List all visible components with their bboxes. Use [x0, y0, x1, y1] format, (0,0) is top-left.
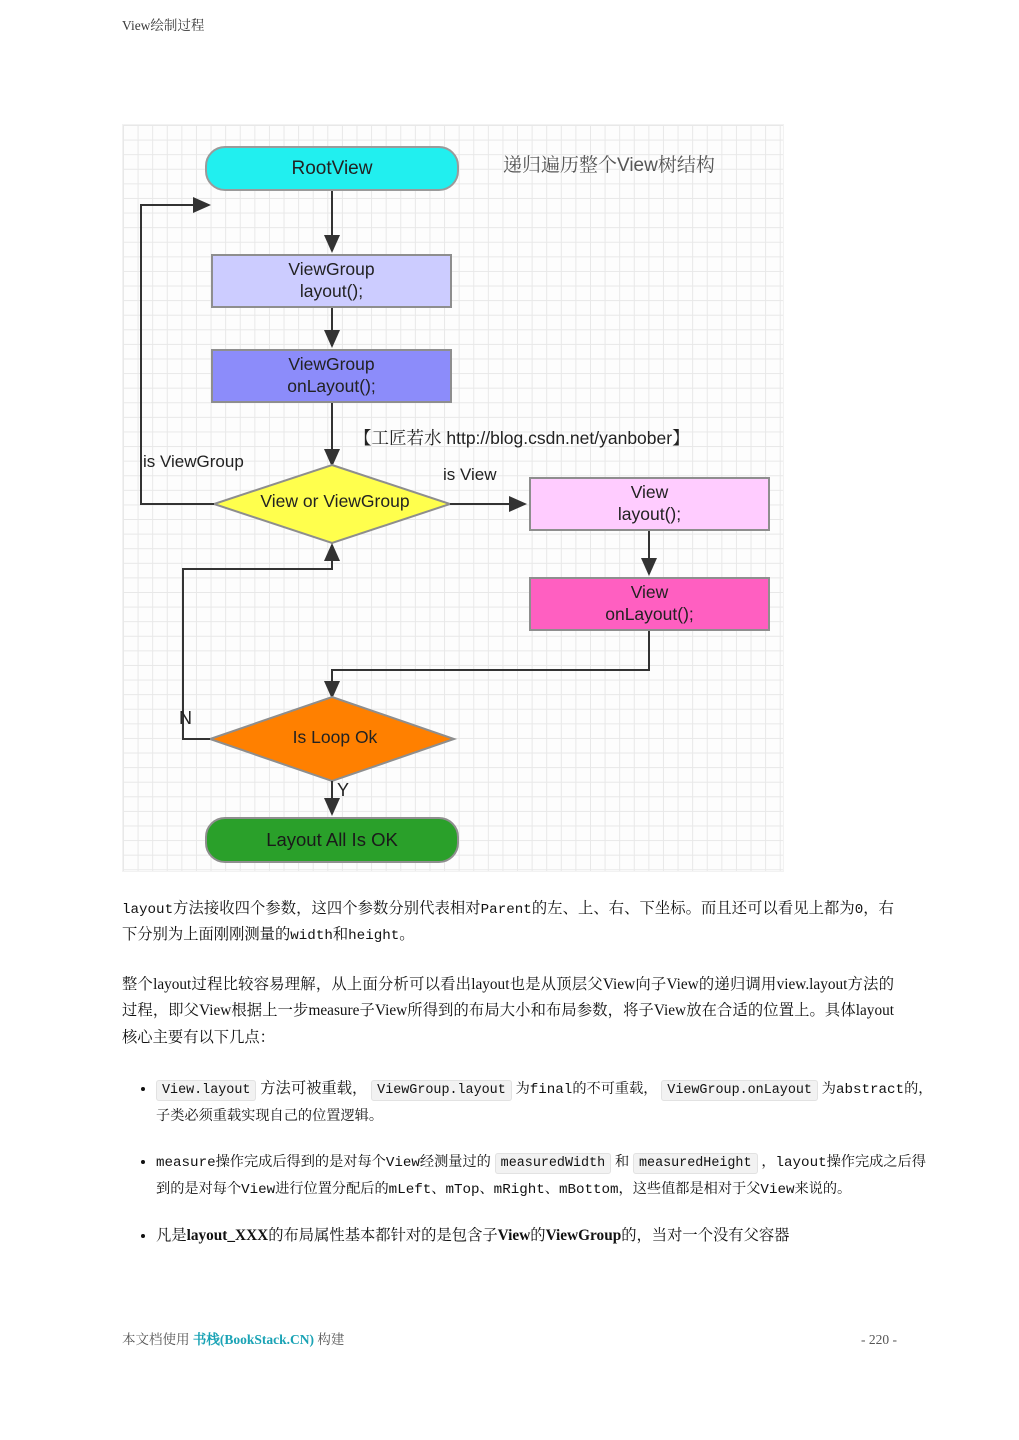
edge-label-yes: Y: [337, 780, 350, 800]
paragraph-2: 整个layout过程比较容易理解，从上面分析可以看出layout也是从顶层父View向子View的递归调用view.layout方法的过程，即父View根据上一步measure子View所得到的布局大小和布局参数，将子View放在合适的位置上。具体layout核心主要有以下几点：: [122, 976, 894, 1046]
node-view-onlayout-line1: View: [630, 582, 669, 603]
bullet-1-text-2: 为final的不可重载，: [515, 1082, 658, 1098]
bullet-3-text-2: 的布局属性基本都针对的是包含子: [268, 1226, 498, 1244]
node-view-layout-line1: View: [630, 482, 669, 503]
paragraph-1-code-zero: 0: [854, 902, 864, 918]
edge-label-no: N: [179, 708, 192, 728]
footer-credit: [122, 1328, 344, 1348]
node-layout-all-is-ok-label: Layout All Is OK: [266, 829, 398, 851]
node-viewgroup-layout-line2: layout();: [299, 281, 364, 301]
node-viewgroup-layout: [211, 254, 452, 308]
paragraph-1-code-parent: Parent: [480, 902, 532, 918]
edge-label-is-viewgroup: is ViewGroup: [143, 452, 244, 471]
bullet-3-text-1: 凡是: [156, 1226, 187, 1244]
bullet-1-text-1: 方法可被重载，: [260, 1080, 368, 1097]
footer-page-number: - 220 -: [861, 1332, 897, 1347]
node-decision-is-loop-ok-label: Is Loop Ok: [292, 727, 378, 747]
bullet-3-bold-viewgroup: ViewGroup: [545, 1226, 622, 1244]
paragraph-1-text-a: 方法接收四个参数，这四个参数分别代表相对: [173, 900, 481, 917]
footer-credit-prefix: 本文档使用: [122, 1332, 193, 1347]
flowchart-figure: [122, 124, 784, 872]
code-viewgroup-onlayout: ViewGroup.onLayout: [661, 1080, 818, 1101]
footer-credit-brand[interactable]: 书栈(BookStack.CN): [192, 1332, 315, 1347]
paragraph-1-code-height: height: [348, 928, 400, 945]
code-measuredheight: measuredHeight: [633, 1153, 758, 1174]
node-viewgroup-layout-line1: ViewGroup: [288, 259, 375, 280]
node-view-layout-line2: layout();: [617, 504, 682, 524]
paragraph-1-code-width: width: [290, 928, 333, 945]
node-viewgroup-onlayout-line2: onLayout();: [287, 376, 376, 396]
code-measuredwidth: measuredWidth: [495, 1153, 611, 1174]
bullet-3-text-4: 的，当对一个没有父容器: [621, 1226, 790, 1244]
node-rootview-label: RootView: [291, 157, 373, 179]
edge-label-is-view: is View: [443, 465, 497, 484]
node-viewgroup-onlayout: [211, 349, 452, 403]
bullet-list: [122, 1076, 938, 1269]
list-item: [156, 1149, 938, 1202]
node-layout-all-is-ok: [205, 817, 459, 863]
figure-watermark: 【工匠若水 http://blog.csdn.net/yanbober】: [354, 428, 690, 448]
node-view-onlayout: [529, 577, 770, 631]
list-item: [156, 1076, 938, 1129]
bullet-3-bold-view: View: [497, 1226, 531, 1244]
paragraph-1-text-c: ，右下分别为上面刚刚测量的: [122, 900, 894, 944]
node-rootview: [205, 146, 459, 191]
bullet-3-bold-layout-xxx: layout_XXX: [186, 1226, 269, 1244]
code-view-layout: View.layout: [156, 1080, 256, 1101]
paragraph-1-code-layout: layout: [122, 902, 174, 918]
paragraph-1-text-e: 。: [399, 926, 415, 944]
list-item: [156, 1223, 938, 1250]
code-viewgroup-layout: ViewGroup.layout: [371, 1080, 512, 1101]
footer-credit-suffix: 构建: [314, 1332, 345, 1347]
paragraph-1-text-b: 的左、上、右、下坐标。而且还可以看见上都为: [531, 900, 855, 917]
node-viewgroup-onlayout-line1: ViewGroup: [288, 354, 375, 375]
paragraph-1: [122, 896, 894, 949]
page-header: View绘制过程: [122, 18, 205, 33]
node-view-onlayout-line2: onLayout();: [605, 604, 694, 624]
node-view-layout: [529, 477, 770, 531]
bullet-2-text-2: 和: [614, 1155, 630, 1172]
paragraph-1-text-d: 和: [332, 926, 349, 944]
node-decision-view-or-viewgroup-label: View or ViewGroup: [260, 491, 410, 511]
figure-note: 递归遍历整个View树结构: [503, 155, 715, 176]
bullet-2-text-3: ，layout操作完成之后得到的是对每个View进行位置分配后的mLeft、mTop、mRight、mBottom，这些值都是相对于父View来说的。: [156, 1155, 926, 1199]
bullet-3-text-3: 的: [530, 1226, 546, 1244]
bullet-1-text-3: 为abstract的，子类必须重载实现自己的位置逻辑。: [156, 1082, 933, 1125]
bullet-2-text-1: measure操作完成后得到的是对每个View经测量过的: [156, 1155, 491, 1172]
